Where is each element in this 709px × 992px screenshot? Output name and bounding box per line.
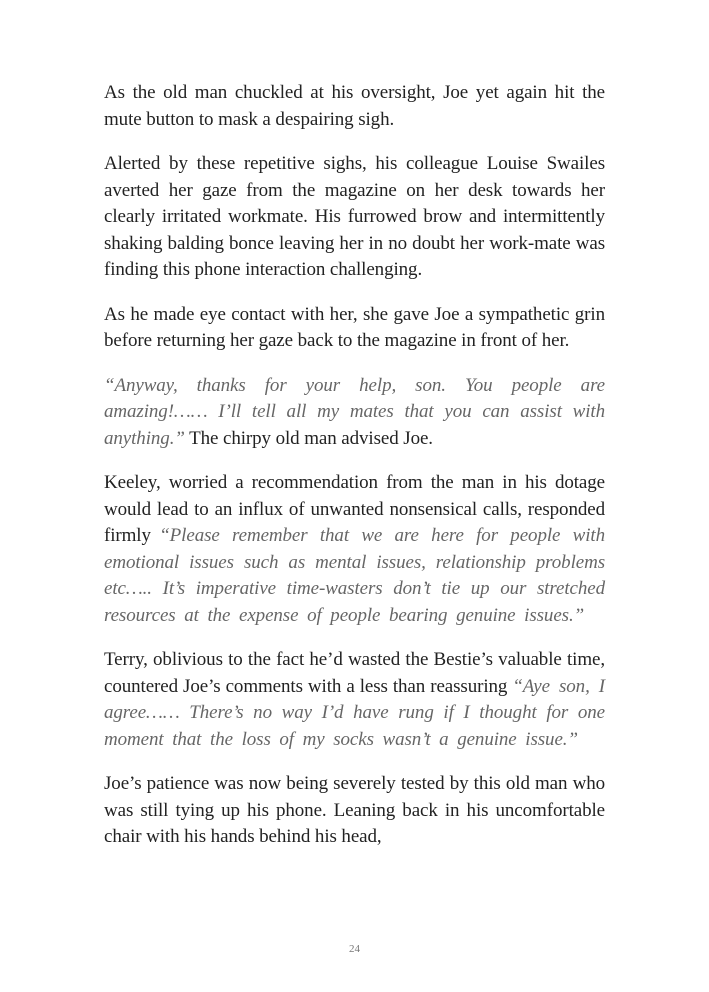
dialogue-quote: “Aye son, I agree…… There’s no way I’d have rung if I thought for one moment that the loss of my socks wasn’t a genuine issue.” bbox=[104, 675, 605, 750]
page-body bbox=[104, 80, 605, 869]
paragraph-4 bbox=[104, 373, 605, 453]
dialogue-quote: “Anyway, thanks for your help, son. You people are amazing!…… I’ll tell all my mates that you can assist with anything.” bbox=[104, 374, 605, 449]
dialogue-quote: “Please remember that we are here for people with emotional issues such as mental issues, relationship problems etc….. It’s imperative time-wasters don’t tie up our stretched resources at the expense of people bearing genuine issues.” bbox=[104, 525, 605, 626]
paragraph-3: As he made eye contact with her, she gave Joe a sympathetic grin before returning her gaze back to the magazine in front of her. bbox=[104, 303, 605, 351]
paragraph-6 bbox=[104, 647, 605, 753]
paragraph-1: As the old man chuckled at his oversight, Joe yet again hit the mute button to mask a despairing sigh. bbox=[104, 82, 605, 130]
narration-text: Terry, oblivious to the fact he’d wasted the Bestie’s valuable time, countered Joe’s comments with a less than reassuring bbox=[104, 649, 605, 697]
narration-text: Keeley, worried a recommendation from the man in his dotage would lead to an influx of unwanted nonsensical calls, responded firmly bbox=[104, 472, 605, 546]
paragraph-2: Alerted by these repetitive sighs, his colleague Louise Swailes averted her gaze from the magazine on her desk towards her clearly irritated workmate. His furrowed brow and intermittently shaking balding bonce leaving her in no doubt her work-mate was finding this phone interaction challenging. bbox=[104, 153, 605, 280]
page-number: 24 bbox=[349, 943, 360, 955]
narration-text: The chirpy old man advised Joe. bbox=[184, 427, 433, 449]
paragraph-7: Joe’s patience was now being severely tested by this old man who was still tying up his phone. Leaning back in his uncomfortable chair with his hands behind his head, bbox=[104, 773, 605, 847]
paragraph-5 bbox=[104, 470, 605, 629]
